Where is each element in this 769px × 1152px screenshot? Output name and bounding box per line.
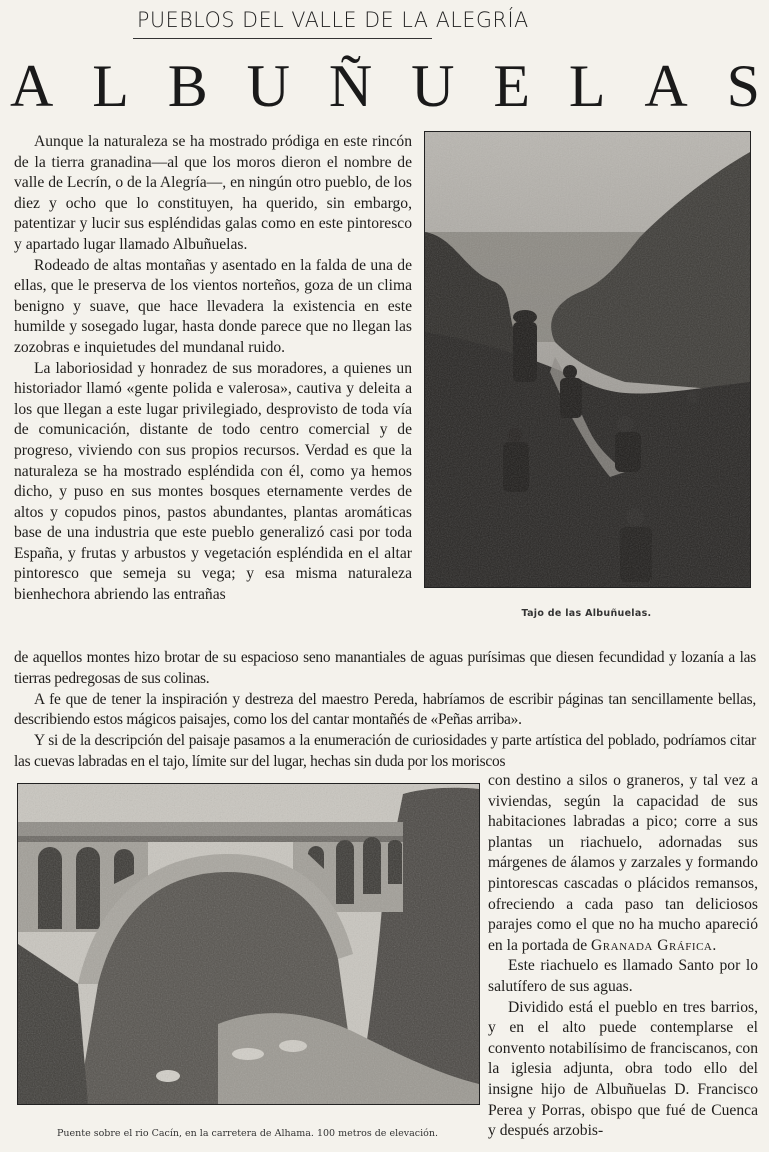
figure-caption-bridge: Puente sobre el rio Cacín, en la carretera de Alhama. 100 metros de elevación. — [57, 1128, 438, 1139]
article-title — [10, 53, 760, 119]
photo-tajo-de-las-albunuelas — [424, 131, 751, 588]
paragraph — [488, 771, 758, 956]
paragraph: Rodeado de altas montañas y asentado en la falda de una de ellas, que le preserva de los vientos norteños, goza de un clima benigno y suave, que hace llevadera la existencia en este humilde y sosegado lugar, hasta donde parece que no llegan las zozobras e inquietudes del mundanal ruido. — [14, 256, 412, 356]
title-letter: Ñ — [328, 53, 373, 119]
text-run: . — [712, 936, 717, 954]
title-letter: B — [167, 53, 208, 119]
text-run: con destino a silos o graneros, y tal vez a viviendas, según la capacidad de sus habitaciones labradas a pico; corre a sus plantas un riachuelo, adornadas sus márgenes de álamos y zarzales y formando pintorescas cascadas o plácidos remansos, ofreciendo a cada paso tan deliciosos parajes como el que no ha mucho apareció en la portada de — [488, 772, 758, 954]
photo-puente-rio-cacin — [17, 783, 480, 1105]
title-letter: U — [411, 53, 455, 119]
title-letter: L — [568, 53, 606, 119]
paragraph: de aquellos montes hizo brotar de su espacioso seno manantiales de aguas purísimas que diesen fecundidad y lozanía a las tierras pedregosas de sus colinas. — [14, 649, 756, 687]
figure-caption-tajo: Tajo de las Albuñuelas. — [521, 608, 652, 619]
section-title-rule — [133, 38, 432, 39]
section-title: PUEBLOS DEL VALLE DE LA ALEGRÍA — [136, 8, 529, 32]
title-letter: A — [644, 53, 688, 119]
paragraph: Este riachuelo es llamado Santo por lo salutífero de sus aguas. — [488, 957, 758, 995]
title-letter: S — [726, 53, 760, 119]
paragraph: Aunque la naturaleza se ha mostrado pródiga en este rincón de la tierra granadina—al que los moros dieron el nombre de valle de Lecrín, o de la Alegría—, en ningún otro pueblo, de los diez y ocho que lo constituyen, ha querido, sin embargo, patentizar y lucir sus espléndidas galas como en este pintoresco y apartado lugar llamado Albuñuelas. — [14, 133, 412, 253]
paragraph: Dividido está el pueblo en tres barrios, y en el alto puede contemplarse el convento notabilísimo de franciscanos, con la iglesia adjunta, obra todo ello del insigne hijo de Albuñuelas D. Francisco Perea y Porras, obispo que fué de Cuenca y después arzobis- — [488, 998, 758, 1140]
full-width-text — [14, 648, 756, 773]
paragraph: La laboriosidad y honradez de sus moradores, a quienes un historiador llamó «gente polida e valerosa», cautiva y deleita a los que llegan a este lugar privilegiado, desprovisto de toda vía de comunicación, distante de todo centro comercial y de progreso, viviendo con sus propios recursos. Verdad es que la naturaleza se ha mostrado espléndida con él, como ya hemos dicho, y puso en sus montes bosques eternamente verdes de altos y copudos pinos, pastos abundantes, plantas aromáticas base de una industria que este pueblo generalizó casi por toda España, y frutas y arbustos y vegetación espléndida en el altar pintoresco que semeja su vega; y esa misma naturaleza bienhechora abriendo las entrañas — [14, 359, 412, 604]
title-letter: U — [246, 53, 290, 119]
bridge-photo-illustration — [18, 784, 479, 1104]
publication-name: Granada Gráfica — [591, 936, 713, 954]
title-letter: A — [10, 53, 54, 119]
left-column — [14, 132, 412, 606]
paragraph: A fe que de tener la inspiración y destreza del maestro Pereda, habríamos de escribir páginas tan sencillamente bellas, describiendo estos mágicos paisajes, como los del cantar montañés de «Peñas arriba». — [14, 690, 756, 729]
right-column — [488, 771, 758, 1142]
gorge-photo-illustration — [425, 132, 750, 587]
title-letter: E — [493, 53, 530, 119]
title-letter: L — [92, 53, 129, 119]
paragraph: Y si de la descripción del paisaje pasamos a la enumeración de curiosidades y parte artística del poblado, podríamos citar las cuevas labradas en el tajo, límite sur del lugar, hechas sin duda por los moriscos — [14, 732, 756, 770]
